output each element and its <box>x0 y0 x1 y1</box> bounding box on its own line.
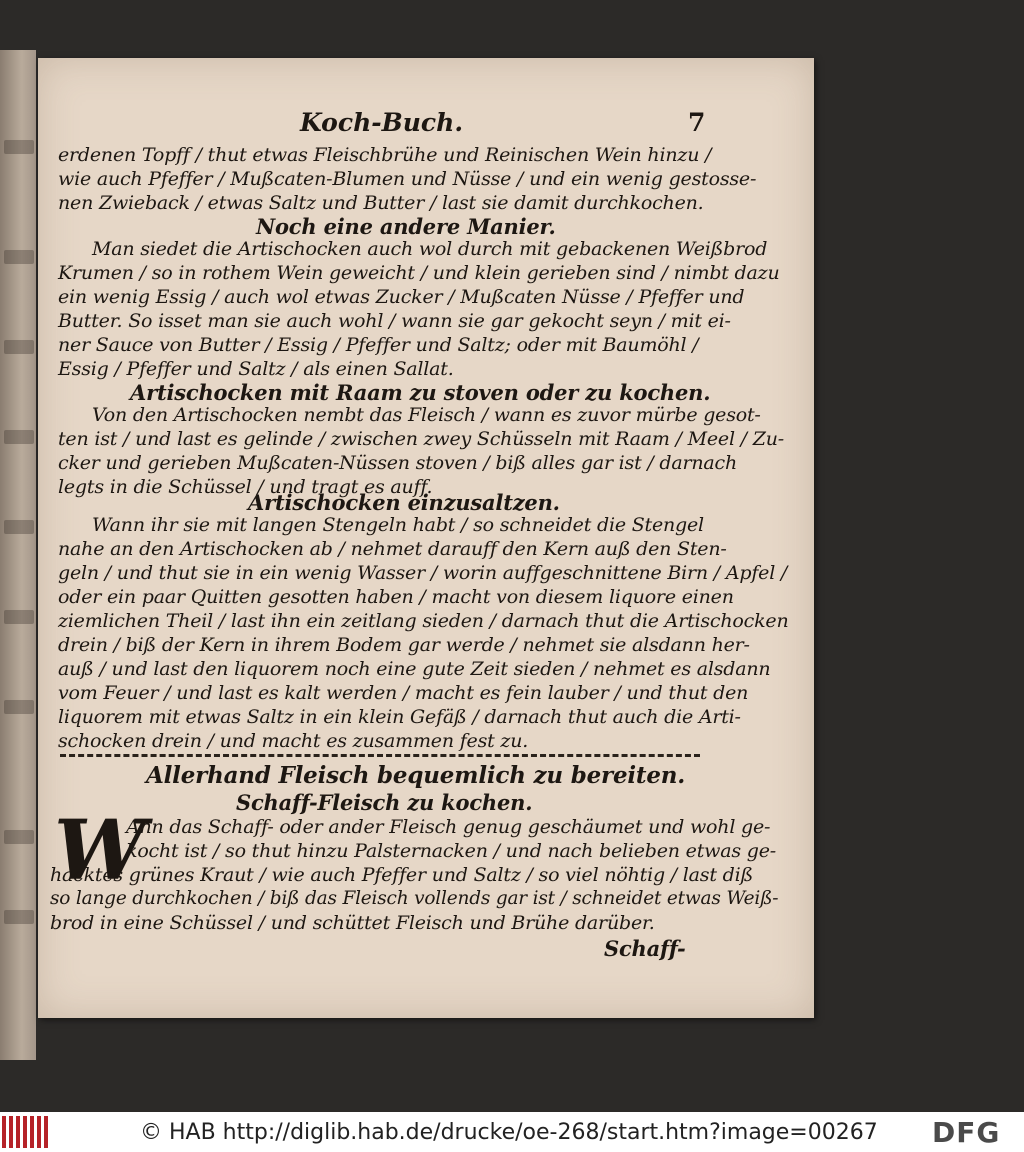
text-fragment <box>4 700 34 714</box>
text-fragment <box>4 520 34 534</box>
text-line: hacktes grünes Kraut / wie auch Pfeffer und Saltz / so viel nöhtig / last diß <box>50 864 753 886</box>
chapter-title: Allerhand Fleisch bequemlich zu bereiten. <box>146 762 686 789</box>
text-line: ziemlichen Theil / last ihn ein zeitlang sieden / darnach thut die Artischocken <box>58 610 789 632</box>
text-line: Man siedet die Artischocken auch wol durch mit gebackenen Weißbrod <box>92 238 768 260</box>
running-head <box>38 108 814 138</box>
text-line: cker und gerieben Mußcaten-Nüssen stoven / biß alles gar ist / darnach <box>58 452 738 474</box>
text-fragment <box>4 250 34 264</box>
text-fragment <box>4 610 34 624</box>
catchword: Schaff- <box>604 936 686 961</box>
text-line: Krumen / so in rothem Wein geweicht / und klein gerieben sind / nimbt dazu <box>58 262 780 284</box>
running-head-title: Koch-Buch. <box>300 108 464 137</box>
text-fragment <box>4 340 34 354</box>
text-line: erdenen Topff / thut etwas Fleischbrühe und Reinischen Wein hinzu / <box>58 144 712 166</box>
section-heading: Noch eine andere Manier. <box>256 214 556 239</box>
text-line: geln / und thut sie in ein wenig Wasser / worin auffgeschnittene Birn / Apfel / <box>58 562 788 584</box>
text-line: Butter. So isset man sie auch wohl / wann sie gar gekocht seyn / mit ei- <box>58 310 731 332</box>
text-fragment <box>4 430 34 444</box>
text-fragment <box>4 140 34 154</box>
text-fragment <box>4 910 34 924</box>
left-page-edge <box>0 50 36 1060</box>
text-line: vom Feuer / und last es kalt werden / macht es fein lauber / und thut den <box>58 682 749 704</box>
text-line: ein wenig Essig / auch wol etwas Zucker / Mußcaten Nüsse / Pfeffer und <box>58 286 745 308</box>
text-line: brod in eine Schüssel / und schüttet Fleisch und Brühe darüber. <box>50 912 655 934</box>
text-line: Wann ihr sie mit langen Stengeln habt / so schneidet die Stengel <box>92 514 704 536</box>
hab-logo-icon <box>2 1116 48 1148</box>
text-line: kocht ist / so thut hinzu Palsternacken / und nach belieben etwas ge- <box>126 840 776 862</box>
section-heading: Artischocken mit Raam zu stoven oder zu kochen. <box>130 380 711 405</box>
footer-bar <box>0 1112 1024 1152</box>
text-line: oder ein paar Quitten gesotten haben / macht von diesem liquore einen <box>58 586 734 608</box>
text-line: legts in die Schüssel / und tragt es auff. <box>58 476 433 498</box>
text-line: Ann das Schaff- oder ander Fleisch genug geschäumet und wohl ge- <box>126 816 771 838</box>
text-line: drein / biß der Kern in ihrem Bodem gar werde / nehmet sie alsdann her- <box>58 634 750 656</box>
text-line: so lange durchkochen / biß das Fleisch vollends gar ist / schneidet etwas Weiß- <box>50 888 779 909</box>
text-line: liquorem mit etwas Saltz in ein klein Gefäß / darnach thut auch die Arti- <box>58 706 741 728</box>
text-line: wie auch Pfeffer / Mußcaten-Blumen und Nüsse / und ein wenig gestosse- <box>58 168 757 190</box>
text-line: Von den Artischocken nembt das Fleisch / wann es zuvor mürbe gesot- <box>92 404 761 426</box>
text-line: nahe an den Artischocken ab / nehmet darauff den Kern auß den Sten- <box>58 538 727 560</box>
text-line: ten ist / und last es gelinde / zwischen zwey Schüsseln mit Raam / Meel / Zu- <box>58 428 784 450</box>
page-number: 7 <box>688 108 706 137</box>
drop-cap-initial: W <box>54 803 147 899</box>
section-heading: Artischocken einzusaltzen. <box>248 490 560 515</box>
section-heading: Schaff-Fleisch zu kochen. <box>236 790 533 815</box>
dfg-logo: DFG <box>932 1116 1001 1149</box>
text-line: ner Sauce von Butter / Essig / Pfeffer und Saltz; oder mit Baumöhl / <box>58 334 699 356</box>
book-page <box>38 58 814 1018</box>
footer-copyright-link[interactable]: © HAB http://diglib.hab.de/drucke/oe-268/start.htm?image=00267 <box>140 1120 878 1145</box>
text-line: auß / und last den liquorem noch eine gute Zeit sieden / nehmet es alsdann <box>58 658 771 680</box>
divider-rule <box>60 754 700 757</box>
text-fragment <box>4 830 34 844</box>
text-line: schocken drein / und macht es zusammen fest zu. <box>58 730 529 752</box>
text-line: nen Zwieback / etwas Saltz und Butter / last sie damit durchkochen. <box>58 192 704 214</box>
text-line: Essig / Pfeffer und Saltz / als einen Sallat. <box>58 358 454 380</box>
